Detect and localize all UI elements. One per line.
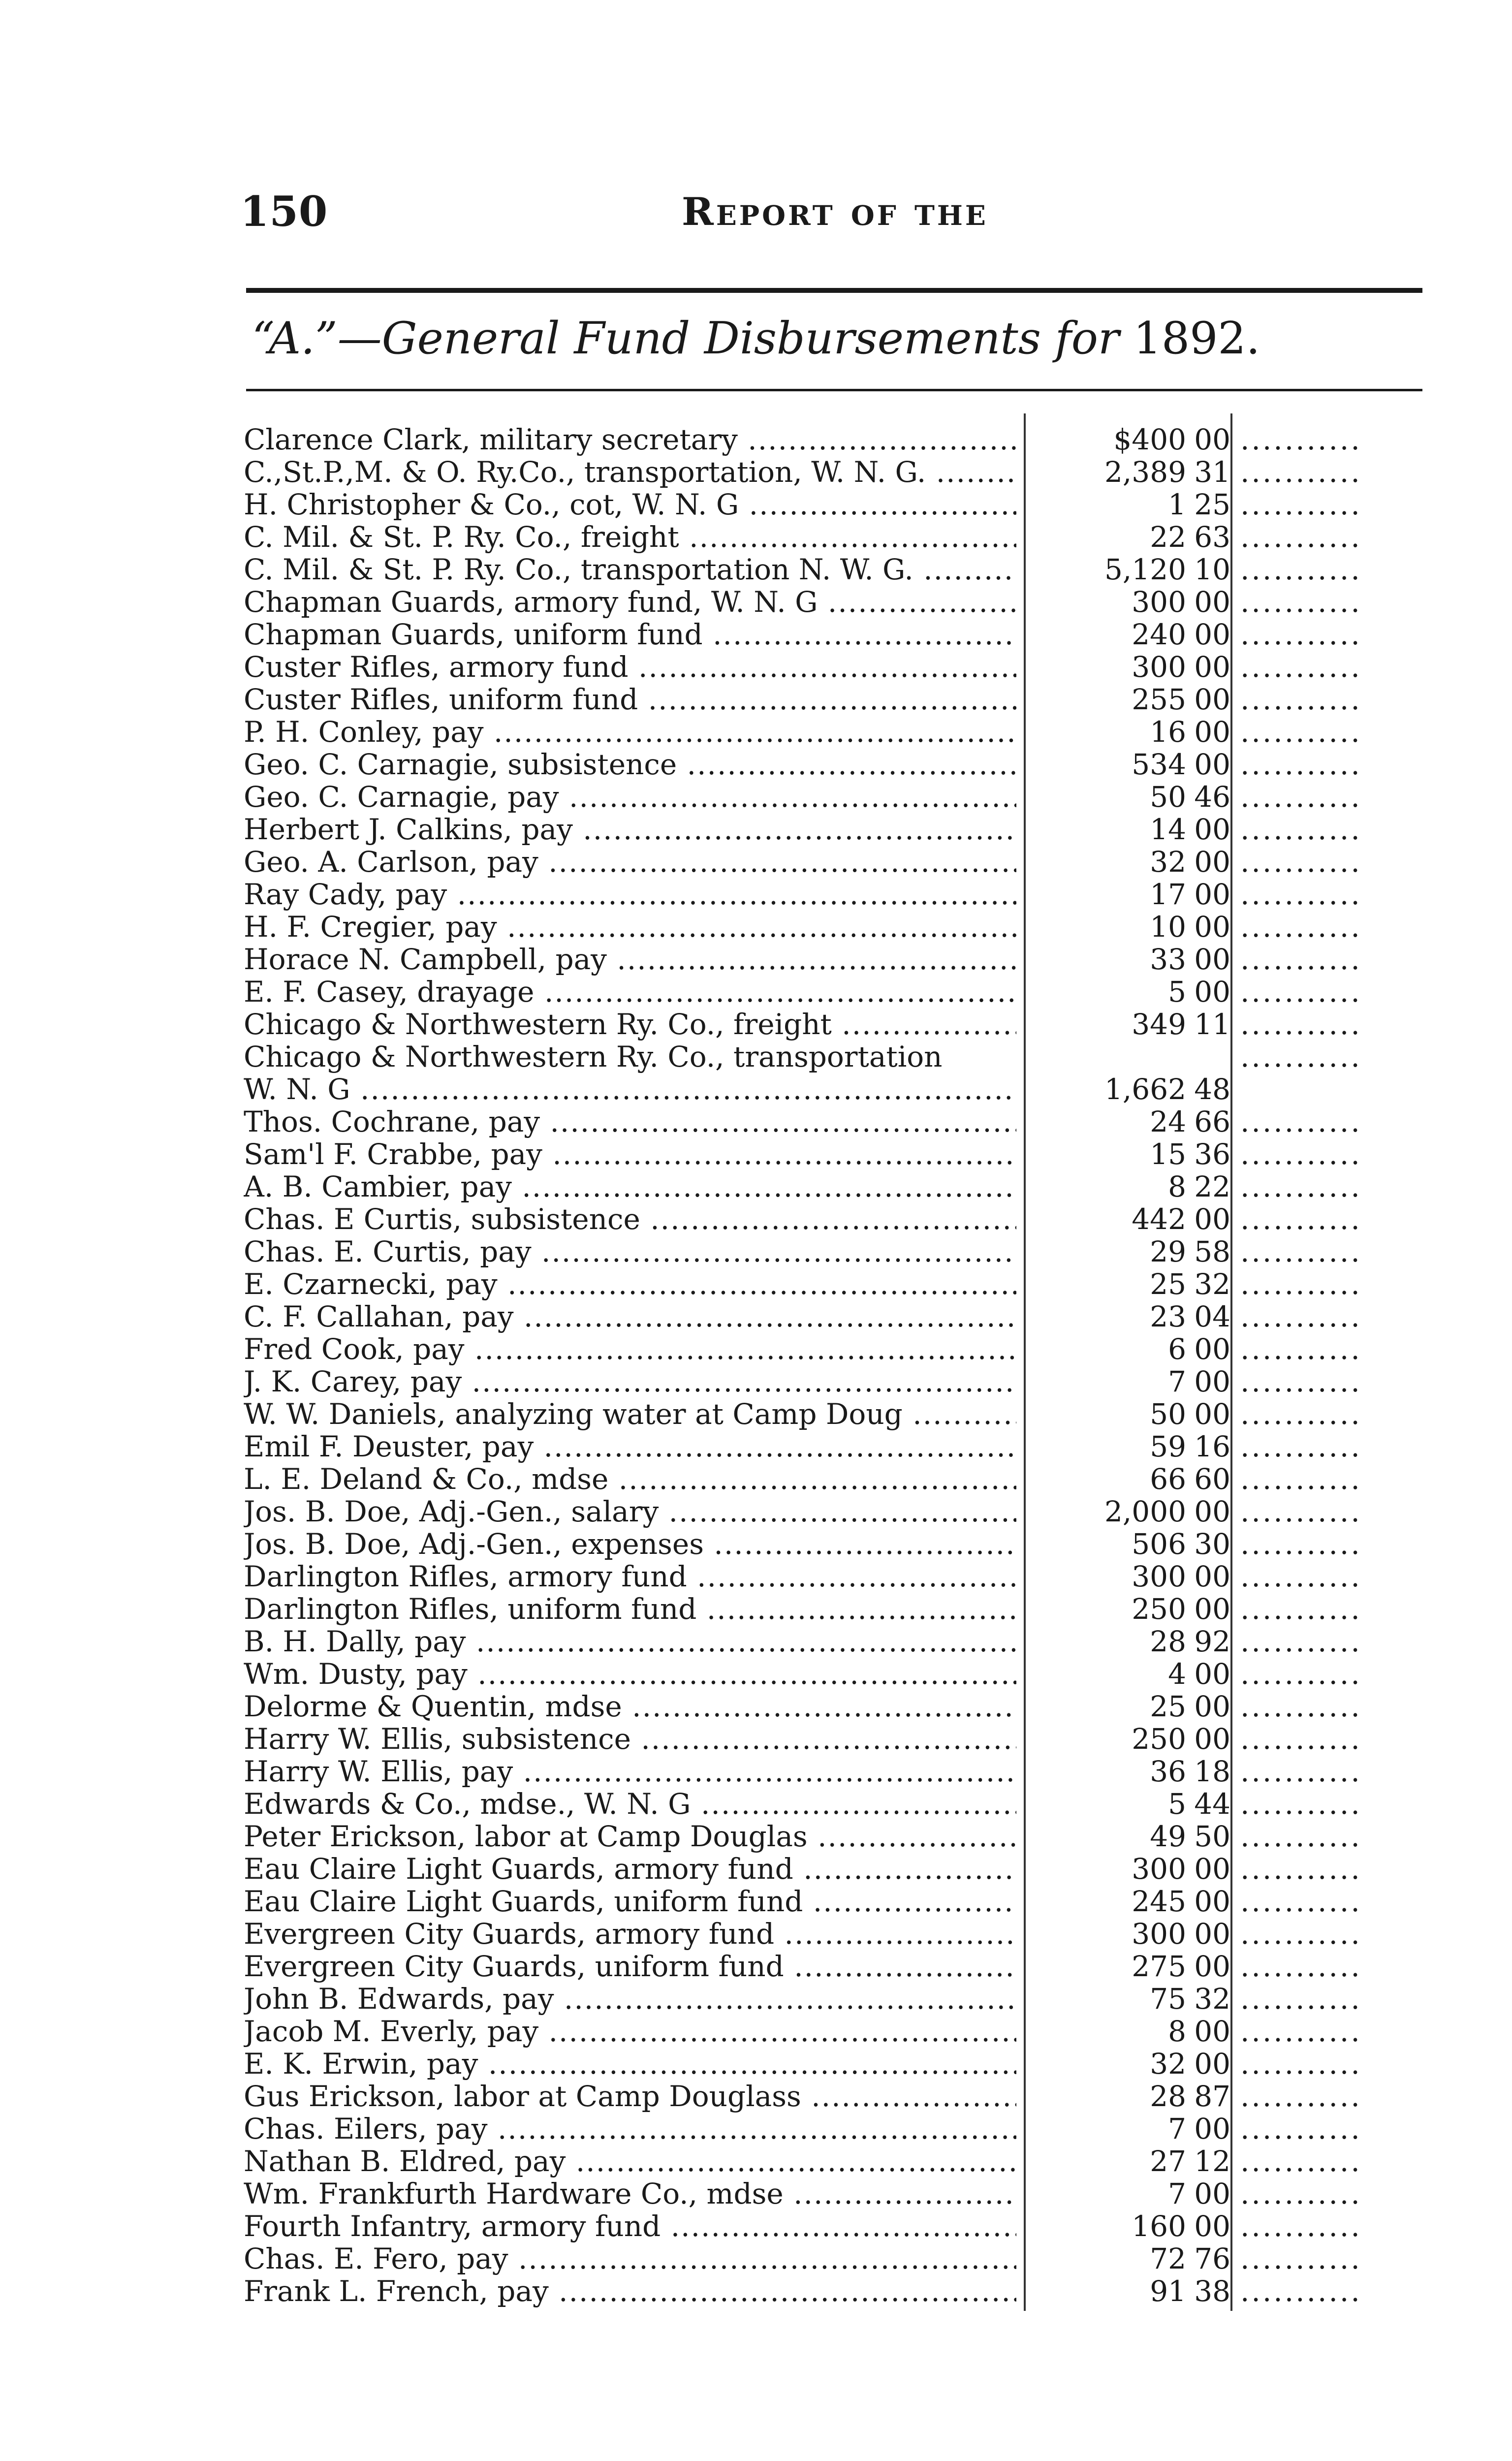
amount-dollars: 2,000 — [1104, 1495, 1186, 1528]
table-row — [0, 1788, 1512, 1820]
total-column-leader: ........... — [1240, 1918, 1362, 1950]
amount-dollars: 7 — [1168, 2112, 1186, 2145]
total-column-leader: ........... — [1240, 878, 1362, 911]
payee-description: Geo. C. Carnagie, subsistence ..... — [244, 748, 1016, 781]
amount-cents: 00 — [1194, 1560, 1230, 1593]
table-row — [0, 1138, 1512, 1170]
amount-dollars: 349 — [1132, 1008, 1186, 1041]
amount-cents: 00 — [1194, 1657, 1230, 1691]
payee-description: Emil F. Deuster, pay ..... — [244, 1430, 1016, 1463]
amount-cents: 00 — [1194, 1365, 1230, 1398]
amount-cents: 48 — [1194, 1073, 1230, 1106]
table-row — [0, 1041, 1512, 1073]
total-column-leader: ........... — [1240, 2210, 1362, 2242]
amount-cents: 25 — [1194, 488, 1230, 521]
total-column-leader: ........... — [1240, 1463, 1362, 1495]
payee-description: Jacob M. Everly, pay ..... — [244, 2015, 1016, 2048]
amount-dollars: 17 — [1150, 878, 1186, 911]
payee-description: Chas. E. Fero, pay ..... — [244, 2242, 1016, 2275]
table-title-year: 1892. — [1133, 313, 1260, 364]
total-column-leader: ........... — [1240, 2145, 1362, 2177]
amount-cents: 92 — [1194, 1625, 1230, 1658]
payee-description: Frank L. French, pay ..... — [244, 2275, 1016, 2307]
payee-description: Custer Rifles, uniform fund ..... — [244, 683, 1016, 716]
table-row — [0, 1755, 1512, 1788]
table-row — [0, 1495, 1512, 1528]
amount-cents: 00 — [1194, 423, 1230, 456]
table-row — [0, 1170, 1512, 1203]
amount-cents: 00 — [1194, 650, 1230, 684]
amount-dollars: 442 — [1132, 1202, 1186, 1236]
total-column-leader: ........... — [1240, 1203, 1362, 1235]
amount-dollars: 27 — [1150, 2145, 1186, 2178]
payee-description: Jos. B. Doe, Adj.-Gen., salary ..... — [244, 1495, 1016, 1528]
amount-cents: 60 — [1194, 1462, 1230, 1496]
amount-dollars: 25 — [1150, 1267, 1186, 1301]
payee-description: Wm. Frankfurth Hardware Co., mdse ..... — [244, 2177, 1016, 2210]
amount-cents: 00 — [1194, 683, 1230, 716]
table-row — [0, 846, 1512, 878]
payee-description: Chas. Eilers, pay ..... — [244, 2113, 1016, 2145]
table-row — [0, 1398, 1512, 1430]
table-row — [0, 2242, 1512, 2275]
amount-cents: 00 — [1194, 618, 1230, 651]
total-column-leader: ........... — [1240, 1430, 1362, 1463]
table-row — [0, 1690, 1512, 1723]
table-row — [0, 1528, 1512, 1560]
table-row — [0, 1593, 1512, 1625]
total-column-leader: ........... — [1240, 586, 1362, 618]
payee-description: Nathan B. Eldred, pay ..... — [244, 2145, 1016, 2177]
payee-description: B. H. Dally, pay ..... — [244, 1625, 1016, 1658]
amount-cents: 50 — [1194, 1820, 1230, 1853]
total-column-leader: ........... — [1240, 1723, 1362, 1755]
total-column-leader: ........... — [1240, 1138, 1362, 1170]
payee-description: Eau Claire Light Guards, armory fund ..... — [244, 1853, 1016, 1885]
amount-cents: 00 — [1194, 878, 1230, 911]
table-row — [0, 2113, 1512, 2145]
amount-dollars: 8 — [1168, 1170, 1186, 1203]
amount-dollars: 29 — [1150, 1235, 1186, 1268]
amount-dollars: 16 — [1150, 715, 1186, 749]
amount-dollars: 28 — [1150, 1625, 1186, 1658]
table-row — [0, 488, 1512, 521]
amount-dollars: 10 — [1150, 910, 1186, 944]
table-row — [0, 618, 1512, 651]
total-column-leader: ........... — [1240, 1041, 1362, 1073]
table-row — [0, 683, 1512, 716]
amount-dollars: 5,120 — [1104, 553, 1186, 586]
payee-description: C. Mil. & St. P. Ry. Co., freight ..... — [244, 521, 1016, 553]
total-column-leader: ........... — [1240, 2242, 1362, 2275]
table-row — [0, 423, 1512, 456]
total-column-leader: ........... — [1240, 1658, 1362, 1690]
payee-description: Fourth Infantry, armory fund ..... — [244, 2210, 1016, 2242]
table-row — [0, 2048, 1512, 2080]
table-row — [0, 456, 1512, 488]
total-column-leader: ........... — [1240, 1788, 1362, 1820]
total-column-leader: ........... — [1240, 781, 1362, 813]
table-row — [0, 2145, 1512, 2177]
payee-description: Wm. Dusty, pay ..... — [244, 1658, 1016, 1690]
table-row — [0, 2015, 1512, 2048]
amount-cents: 04 — [1194, 1300, 1230, 1333]
amount-dollars: 22 — [1150, 520, 1186, 554]
amount-dollars: 255 — [1132, 683, 1186, 716]
total-column-leader: ........... — [1240, 1885, 1362, 1918]
table-row — [0, 1723, 1512, 1755]
amount-dollars: 49 — [1150, 1820, 1186, 1853]
total-column-leader: ........... — [1240, 553, 1362, 586]
amount-cents: 00 — [1194, 585, 1230, 619]
amount-dollars: 7 — [1168, 2177, 1186, 2210]
table-row — [0, 1073, 1512, 1105]
table-row — [0, 2275, 1512, 2307]
amount-cents: 38 — [1194, 2274, 1230, 2308]
table-row — [0, 586, 1512, 618]
total-column-leader: ........... — [1240, 456, 1362, 488]
table-row — [0, 651, 1512, 683]
total-column-leader: ........... — [1240, 488, 1362, 521]
amount-dollars: 24 — [1150, 1105, 1186, 1138]
amount-dollars: 250 — [1132, 1722, 1186, 1756]
amount-cents: 00 — [1194, 2209, 1230, 2243]
payee-description: E. Czarnecki, pay ..... — [244, 1268, 1016, 1300]
amount-dollars: 75 — [1150, 1982, 1186, 2016]
payee-description: John B. Edwards, pay ..... — [244, 1983, 1016, 2015]
table-row — [0, 781, 1512, 813]
table-row — [0, 911, 1512, 943]
table-row — [0, 813, 1512, 846]
amount-dollars: 5 — [1168, 975, 1186, 1009]
total-column-leader: ........... — [1240, 1820, 1362, 1853]
total-column-leader: ........... — [1240, 1690, 1362, 1723]
table-row — [0, 1463, 1512, 1495]
amount-cents: 36 — [1194, 1137, 1230, 1171]
amount-cents: 18 — [1194, 1755, 1230, 1788]
amount-dollars: 50 — [1150, 780, 1186, 814]
total-column-leader: ........... — [1240, 1593, 1362, 1625]
amount-cents: 00 — [1194, 1690, 1230, 1723]
total-column-leader: ........... — [1240, 1365, 1362, 1398]
total-column-leader: ........... — [1240, 1495, 1362, 1528]
payee-description: Jos. B. Doe, Adj.-Gen., expenses ..... — [244, 1528, 1016, 1560]
amount-cents: 00 — [1194, 943, 1230, 976]
payee-description: Geo. C. Carnagie, pay ..... — [244, 781, 1016, 813]
payee-description: Sam'l F. Crabbe, pay ..... — [244, 1138, 1016, 1170]
table-row — [0, 1008, 1512, 1041]
payee-description: Horace N. Campbell, pay ..... — [244, 943, 1016, 976]
amount-dollars: 25 — [1150, 1690, 1186, 1723]
total-column-leader: ........... — [1240, 846, 1362, 878]
total-column-leader: ........... — [1240, 618, 1362, 651]
amount-cents: 00 — [1194, 1332, 1230, 1366]
amount-dollars: 506 — [1132, 1527, 1186, 1561]
payee-description: Geo. A. Carlson, pay ..... — [244, 846, 1016, 878]
amount-dollars: 8 — [1168, 2015, 1186, 2048]
disbursement-list — [0, 423, 1512, 2307]
payee-description: Herbert J. Calkins, pay ..... — [244, 813, 1016, 846]
total-column-leader: ........... — [1240, 651, 1362, 683]
amount-cents: 46 — [1194, 780, 1230, 814]
table-title-text: “A.”—General Fund Disbursements for — [252, 313, 1134, 364]
amount-cents: 10 — [1194, 553, 1230, 586]
amount-dollars: 15 — [1150, 1137, 1186, 1171]
amount-dollars: 32 — [1150, 2047, 1186, 2081]
amount-cents: 30 — [1194, 1527, 1230, 1561]
top-rule — [246, 288, 1422, 293]
amount-dollars: 240 — [1132, 618, 1186, 651]
amount-cents: 00 — [1194, 813, 1230, 846]
total-column-leader: ........... — [1240, 1235, 1362, 1268]
amount-cents: 76 — [1194, 2242, 1230, 2275]
table-row — [0, 2177, 1512, 2210]
payee-description: Chapman Guards, uniform fund ..... — [244, 618, 1016, 651]
table-row — [0, 1333, 1512, 1365]
total-column-leader: ........... — [1240, 1625, 1362, 1658]
table-row — [0, 1365, 1512, 1398]
amount-cents: 00 — [1194, 2177, 1230, 2210]
amount-dollars: 275 — [1132, 1950, 1186, 1983]
amount-cents: 12 — [1194, 2145, 1230, 2178]
payee-description: Gus Erickson, labor at Camp Douglass ..... — [244, 2080, 1016, 2113]
table-row — [0, 1300, 1512, 1333]
amount-cents: 00 — [1194, 845, 1230, 879]
amount-dollars: 250 — [1132, 1592, 1186, 1626]
payee-description: Chicago & Northwestern Ry. Co., transportation — [244, 1041, 943, 1073]
amount-cents: 00 — [1194, 1917, 1230, 1951]
amount-dollars: 33 — [1150, 943, 1186, 976]
amount-cents: 87 — [1194, 2080, 1230, 2113]
amount-cents: 16 — [1194, 1430, 1230, 1463]
payee-description: Evergreen City Guards, armory fund ..... — [244, 1918, 1016, 1950]
amount-dollars: 300 — [1132, 650, 1186, 684]
amount-cents: 00 — [1194, 910, 1230, 944]
table-title — [0, 313, 1512, 364]
table-row — [0, 943, 1512, 976]
amount-dollars: 1 — [1168, 488, 1186, 521]
payee-description: Darlington Rifles, armory fund ..... — [244, 1560, 1016, 1593]
table-row — [0, 1105, 1512, 1138]
total-column-leader: ........... — [1240, 1008, 1362, 1041]
table-row — [0, 1983, 1512, 2015]
amount-cents: 22 — [1194, 1170, 1230, 1203]
amount-cents: 66 — [1194, 1105, 1230, 1138]
amount-dollars: 59 — [1150, 1430, 1186, 1463]
table-row — [0, 521, 1512, 553]
amount-cents: 00 — [1194, 1722, 1230, 1756]
payee-description: Fred Cook, pay ..... — [244, 1333, 1016, 1365]
table-row — [0, 1918, 1512, 1950]
total-column-leader: ........... — [1240, 911, 1362, 943]
payee-description: W. N. G ..... — [244, 1073, 1016, 1105]
payee-description: L. E. Deland & Co., mdse ..... — [244, 1463, 1016, 1495]
payee-description: Harry W. Ellis, pay ..... — [244, 1755, 1016, 1788]
table-row — [0, 1950, 1512, 1983]
table-row — [0, 716, 1512, 748]
amount-dollars: 14 — [1150, 813, 1186, 846]
amount-dollars: 91 — [1150, 2274, 1186, 2308]
amount-dollars: 2,389 — [1104, 455, 1186, 489]
amount-cents: 00 — [1194, 1885, 1230, 1918]
payee-description: Chas. E. Curtis, pay ..... — [244, 1235, 1016, 1268]
table-row — [0, 1853, 1512, 1885]
amount-dollars: 300 — [1132, 585, 1186, 619]
amount-dollars: 6 — [1168, 1332, 1186, 1366]
total-column-leader: ........... — [1240, 976, 1362, 1008]
total-column-leader: ........... — [1240, 1170, 1362, 1203]
amount-dollars: 28 — [1150, 2080, 1186, 2113]
amount-dollars: 245 — [1132, 1885, 1186, 1918]
payee-description: W. W. Daniels, analyzing water at Camp Doug ..... — [244, 1398, 1016, 1430]
total-column-leader: ........... — [1240, 1268, 1362, 1300]
amount-cents: 00 — [1194, 2015, 1230, 2048]
title-rule — [246, 389, 1422, 391]
amount-cents: 00 — [1194, 1495, 1230, 1528]
amount-cents: 00 — [1194, 2047, 1230, 2081]
amount-dollars: 534 — [1132, 748, 1186, 781]
table-row — [0, 2210, 1512, 2242]
amount-cents: 58 — [1194, 1235, 1230, 1268]
amount-dollars: 72 — [1150, 2242, 1186, 2275]
payee-description: H. F. Cregier, pay ..... — [244, 911, 1016, 943]
payee-description: A. B. Cambier, pay ..... — [244, 1170, 1016, 1203]
total-column-leader: ........... — [1240, 683, 1362, 716]
payee-description: C.,St.P.,M. & O. Ry.Co., transportation, W. N. G. ..... — [244, 456, 1016, 488]
amount-cents: 00 — [1194, 1950, 1230, 1983]
page-number: 150 — [240, 187, 328, 236]
total-column-leader: ........... — [1240, 1300, 1362, 1333]
payee-description: Custer Rifles, armory fund ..... — [244, 651, 1016, 683]
payee-description: Clarence Clark, military secretary ..... — [244, 423, 1016, 456]
amount-cents: 44 — [1194, 1787, 1230, 1821]
amount-cents: 11 — [1194, 1008, 1230, 1041]
total-column-leader: ........... — [1240, 2177, 1362, 2210]
amount-dollars: 300 — [1132, 1560, 1186, 1593]
amount-cents: 00 — [1194, 975, 1230, 1009]
total-column-leader: ........... — [1240, 1398, 1362, 1430]
total-column-leader: ........... — [1240, 943, 1362, 976]
payee-description: Harry W. Ellis, subsistence ..... — [244, 1723, 1016, 1755]
amount-cents: 00 — [1194, 1852, 1230, 1886]
payee-description: J. K. Carey, pay ..... — [244, 1365, 1016, 1398]
amount-cents: 63 — [1194, 520, 1230, 554]
total-column-leader: ........... — [1240, 521, 1362, 553]
total-column-leader: ........... — [1240, 1853, 1362, 1885]
table-row — [0, 1203, 1512, 1235]
payee-description: Ray Cady, pay ..... — [244, 878, 1016, 911]
payee-description: Thos. Cochrane, pay ..... — [244, 1105, 1016, 1138]
table-row — [0, 1658, 1512, 1690]
payee-description: Edwards & Co., mdse., W. N. G ..... — [244, 1788, 1016, 1820]
table-row — [0, 1625, 1512, 1658]
total-column-leader: ........... — [1240, 1105, 1362, 1138]
total-column-leader: ........... — [1240, 2048, 1362, 2080]
table-row — [0, 1268, 1512, 1300]
total-column-leader: ........... — [1240, 2275, 1362, 2307]
payee-description: Darlington Rifles, uniform fund ..... — [244, 1593, 1016, 1625]
table-row — [0, 553, 1512, 586]
payee-description: C. Mil. & St. P. Ry. Co., transportation N. W. G. ..... — [244, 553, 1016, 586]
payee-description: Peter Erickson, labor at Camp Douglas ..... — [244, 1820, 1016, 1853]
running-head: Report of the — [682, 189, 988, 234]
table-row — [0, 878, 1512, 911]
amount-cents: 00 — [1194, 715, 1230, 749]
amount-dollars: 5 — [1168, 1787, 1186, 1821]
table-row — [0, 748, 1512, 781]
total-column-leader: ........... — [1240, 1333, 1362, 1365]
amount-dollars: 23 — [1150, 1300, 1186, 1333]
payee-description: Chapman Guards, armory fund, W. N. G ..... — [244, 586, 1016, 618]
amount-dollars: 300 — [1132, 1917, 1186, 1951]
table-row — [0, 1560, 1512, 1593]
amount-dollars: 4 — [1168, 1657, 1186, 1691]
payee-description: Eau Claire Light Guards, uniform fund ..... — [244, 1885, 1016, 1918]
total-column-leader: ........... — [1240, 2015, 1362, 2048]
amount-dollars: 36 — [1150, 1755, 1186, 1788]
total-column-leader: ........... — [1240, 716, 1362, 748]
total-column-leader: ........... — [1240, 423, 1362, 456]
payee-description: C. F. Callahan, pay ..... — [244, 1300, 1016, 1333]
table-row — [0, 1820, 1512, 1853]
total-column-leader: ........... — [1240, 748, 1362, 781]
table-row — [0, 1235, 1512, 1268]
payee-description: Delorme & Quentin, mdse ..... — [244, 1690, 1016, 1723]
payee-description: E. K. Erwin, pay ..... — [244, 2048, 1016, 2080]
payee-description: Chas. E Curtis, subsistence ..... — [244, 1203, 1016, 1235]
amount-cents: 00 — [1194, 1592, 1230, 1626]
amount-dollars: 7 — [1168, 1365, 1186, 1398]
total-column-leader: ........... — [1240, 1950, 1362, 1983]
payee-description: E. F. Casey, drayage ..... — [244, 976, 1016, 1008]
amount-dollars: 32 — [1150, 845, 1186, 879]
amount-cents: 32 — [1194, 1982, 1230, 2016]
payee-description: Chicago & Northwestern Ry. Co., freight ..... — [244, 1008, 1016, 1041]
amount-cents: 00 — [1194, 2112, 1230, 2145]
amount-cents: 31 — [1194, 455, 1230, 489]
total-column-leader: ........... — [1240, 813, 1362, 846]
payee-description: P. H. Conley, pay ..... — [244, 716, 1016, 748]
amount-dollars: 50 — [1150, 1397, 1186, 1431]
table-row — [0, 1885, 1512, 1918]
amount-cents: 00 — [1194, 1397, 1230, 1431]
total-column-leader: ........... — [1240, 1983, 1362, 2015]
amount-dollars: 300 — [1132, 1852, 1186, 1886]
total-column-leader: ........... — [1240, 2113, 1362, 2145]
total-column-leader: ........... — [1240, 1755, 1362, 1788]
table-row — [0, 1430, 1512, 1463]
table-row — [0, 976, 1512, 1008]
total-column-leader: ........... — [1240, 1560, 1362, 1593]
amount-dollars: $400 — [1113, 423, 1186, 456]
amount-cents: 32 — [1194, 1267, 1230, 1301]
amount-dollars: 160 — [1132, 2209, 1186, 2243]
table-row — [0, 2080, 1512, 2113]
amount-dollars: 66 — [1150, 1462, 1186, 1496]
amount-dollars: 1,662 — [1104, 1073, 1186, 1106]
payee-description: Evergreen City Guards, uniform fund ..... — [244, 1950, 1016, 1983]
amount-cents: 00 — [1194, 748, 1230, 781]
total-column-leader: ........... — [1240, 1528, 1362, 1560]
payee-description: H. Christopher & Co., cot, W. N. G ..... — [244, 488, 1016, 521]
total-column-leader: ........... — [1240, 2080, 1362, 2113]
amount-cents: 00 — [1194, 1202, 1230, 1236]
